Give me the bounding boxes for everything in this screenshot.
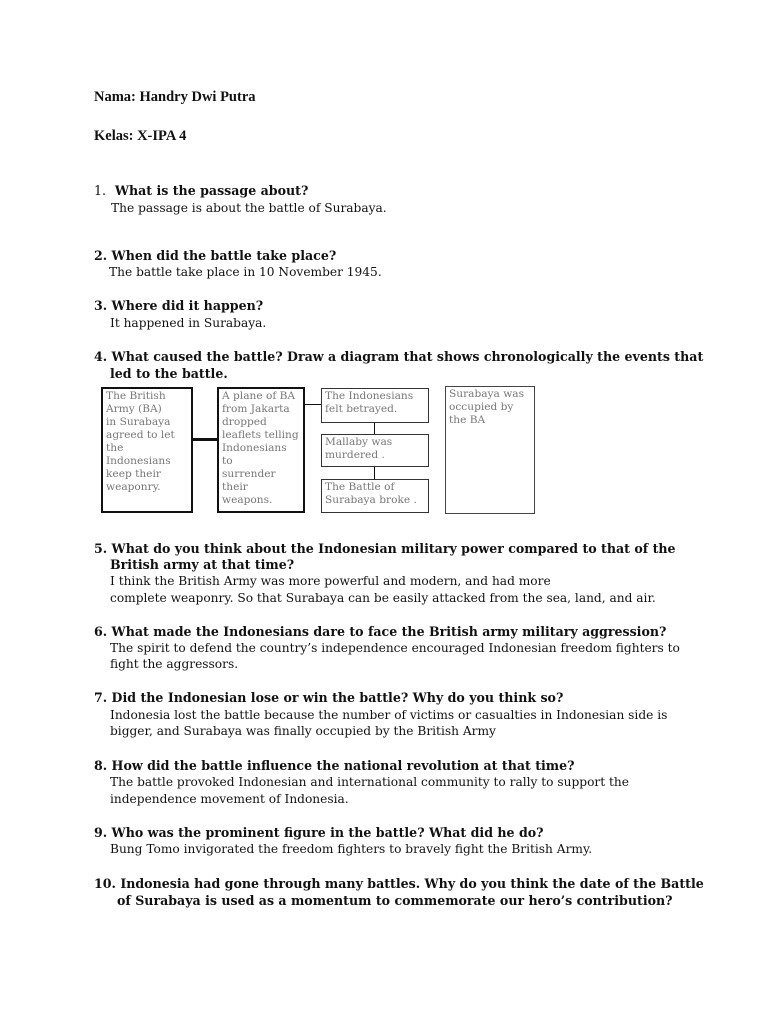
- diagram-box-6: Surabaya was occupied by the BA: [445, 386, 535, 514]
- question-6: 6. What made the Indonesians dare to face the British army military aggression?: [94, 624, 667, 639]
- diagram-box-2: A plane of BA from Jakarta dropped leaflets telling Indonesians to surrender their weapons.: [217, 387, 305, 513]
- answer-5-line-1: I think the British Army was more powerful and modern, and had more: [110, 574, 551, 588]
- question-10-line-2: of Surabaya is used as a momentum to commemorate our hero’s contribution?: [117, 893, 673, 908]
- question-7: 7. Did the Indonesian lose or win the battle? Why do you think so?: [94, 690, 564, 705]
- answer-6-line-2: fight the aggressors.: [110, 657, 239, 671]
- question-8: 8. How did the battle influence the national revolution at that time?: [94, 758, 575, 773]
- question-3: 3. Where did it happen?: [94, 298, 264, 313]
- question-2: 2. When did the battle take place?: [94, 248, 337, 263]
- answer-1: The passage is about the battle of Surabaya.: [111, 201, 387, 215]
- answer-2: The battle take place in 10 November 1945.: [109, 265, 382, 279]
- student-name: Nama: Handry Dwi Putra: [94, 89, 256, 105]
- question-9: 9. Who was the prominent figure in the battle? What did he do?: [94, 825, 544, 840]
- answer-9: Bung Tomo invigorated the freedom fighters to bravely fight the British Army.: [110, 842, 593, 856]
- diagram-box-1: The British Army (BA) in Surabaya agreed to let the Indonesians keep their weaponry.: [101, 387, 193, 513]
- question-4: 4. What caused the battle? Draw a diagram that shows chronologically the events that: [94, 349, 704, 364]
- question-4-line-2: led to the battle.: [110, 366, 228, 381]
- student-class: Kelas: X-IPA 4: [94, 128, 187, 144]
- diagram-connector-1: [193, 438, 218, 441]
- answer-6-line-1: The spirit to defend the country’s independence encouraged Indonesian freedom fighters to: [110, 641, 680, 655]
- diagram-connector-2: [305, 404, 321, 405]
- question-5: 5. What do you think about the Indonesian military power compared to that of the: [94, 541, 676, 556]
- answer-3: It happened in Surabaya.: [110, 316, 267, 330]
- diagram-box-5: The Battle of Surabaya broke .: [321, 479, 429, 513]
- question-10: 10. Indonesia had gone through many battles. Why do you think the date of the Battle: [94, 876, 704, 891]
- question-1: 1. What is the passage about?: [94, 183, 309, 198]
- answer-8-line-2: independence movement of Indonesia.: [110, 792, 349, 806]
- answer-5-line-2: complete weaponry. So that Surabaya can be easily attacked from the sea, land, and air.: [110, 591, 656, 605]
- answer-7-line-1: Indonesia lost the battle because the number of victims or casualties in Indonesian side is: [110, 708, 668, 722]
- question-5-line-2: British army at that time?: [110, 557, 295, 572]
- diagram-connector-4: [374, 467, 375, 479]
- diagram-connector-3: [374, 423, 375, 434]
- diagram-box-3: The Indonesians felt betrayed.: [321, 388, 429, 423]
- answer-8-line-1: The battle provoked Indonesian and international community to rally to support the: [110, 775, 629, 789]
- diagram-box-4: Mallaby was murdered .: [321, 434, 429, 467]
- answer-7-line-2: bigger, and Surabaya was finally occupied by the British Army: [110, 724, 496, 738]
